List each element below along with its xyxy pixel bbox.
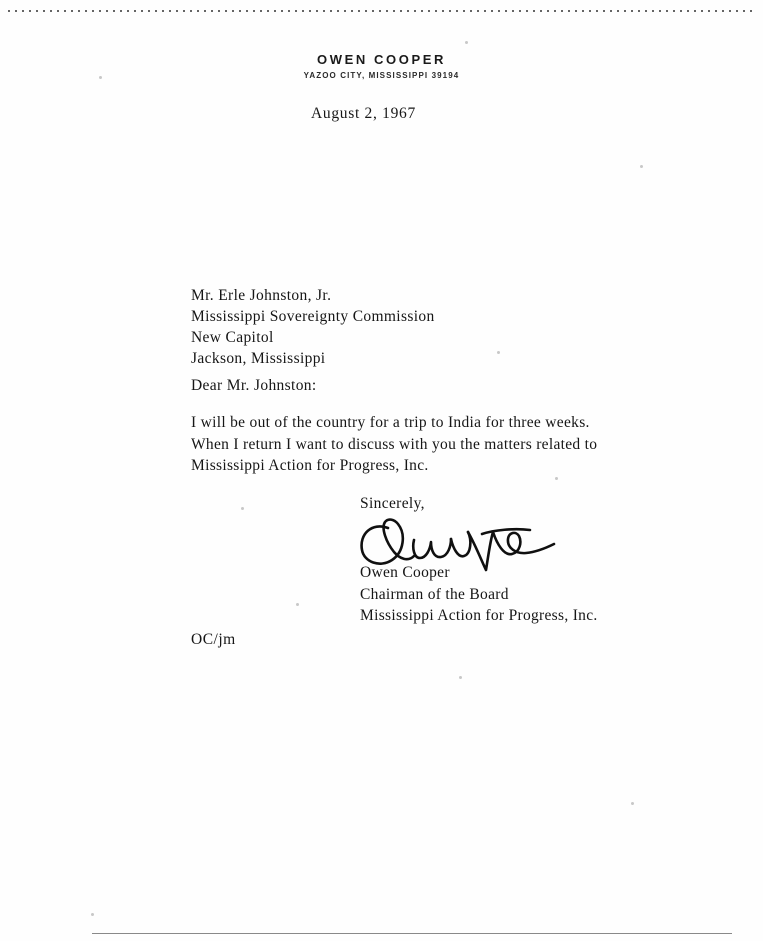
scan-speck	[497, 351, 500, 354]
scan-speck	[465, 41, 468, 44]
recipient-address-block	[191, 285, 435, 369]
scan-speck	[640, 165, 643, 168]
letterhead	[0, 52, 763, 80]
scan-edge-dots	[8, 10, 756, 12]
salutation: Dear Mr. Johnston:	[191, 377, 317, 394]
recipient-line-3: New Capitol	[191, 329, 274, 346]
scan-speck	[91, 913, 94, 916]
letterhead-name: OWEN COOPER	[317, 52, 446, 67]
recipient-line-2: Mississippi Sovereignty Commission	[191, 308, 435, 325]
scan-speck	[241, 507, 244, 510]
letter-date: August 2, 1967	[311, 105, 416, 122]
signer-organization: Mississippi Action for Progress, Inc.	[360, 607, 598, 624]
signature-block	[360, 562, 598, 627]
scan-bottom-edge	[92, 933, 732, 934]
typist-initials: OC/jm	[191, 631, 236, 648]
closing: Sincerely,	[360, 495, 425, 512]
letter-body: I will be out of the country for a trip to India for three weeks. When I return I want to discuss with you the matters related to Mississippi Action for Progress, Inc.	[191, 414, 598, 474]
signer-title: Chairman of the Board	[360, 585, 509, 603]
signer-name: Owen Cooper	[360, 564, 450, 581]
scan-speck	[459, 676, 462, 679]
recipient-line-4: Jackson, Mississippi	[191, 350, 326, 367]
scan-speck	[296, 603, 299, 606]
letterhead-address: YAZOO CITY, MISSISSIPPI 39194	[303, 71, 460, 80]
scan-speck	[631, 802, 634, 805]
recipient-line-1: Mr. Erle Johnston, Jr.	[191, 287, 332, 304]
scan-speck	[555, 477, 558, 480]
